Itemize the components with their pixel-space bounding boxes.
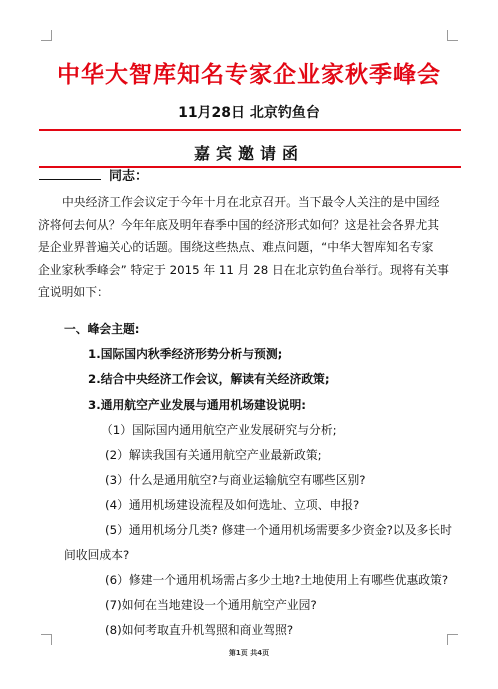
document-title: 中华大智库知名专家企业家秋季峰会 [57,61,441,88]
intro-line: 宜说明如下： [38,285,109,300]
subitem-6: (6）修建一个通用机场需占多少土地?土地使用上有哪些优惠政策? [105,573,449,587]
page-corner-mark-bottom-right [447,634,458,645]
intro-line: 济将何去何从？今年年底及明年春季中国的经济形式如何？这是社会各界尤其 [38,217,440,232]
section-heading: 一、峰会主题: [64,322,140,336]
date-location: 11月28日 北京钓鱼台 [178,105,320,121]
page-corner-mark-top-left [41,30,52,41]
subitem-5-continued: 间收回成本? [64,548,130,562]
red-divider-top [39,129,461,131]
salutation [39,167,148,185]
subitem-8: (8)如何考取直升机驾照和商业驾照? [105,623,294,637]
subitem-5: (5）通用机场分几类? 修建一个通用机场需要多少资金?以及多长时 [105,523,452,537]
subitem-1: （1）国际国内通用航空产业发展研究与分析; [101,423,337,437]
page-corner-mark-bottom-left [41,634,52,645]
intro-line: 是企业界普遍关心的话题。围绕这些热点、难点问题，“中华大智库知名专家 [38,240,434,255]
invitation-heading: 嘉宾邀请函 [193,144,304,163]
subitem-4: (4）通用机场建设流程及如何选址、立项、申报? [105,498,360,512]
intro-paragraph [38,191,467,304]
intro-line: 中央经济工作会议定于今年十月在北京召开。当下最令人关注的是中国经 [62,195,440,209]
subitem-2: (2）解读我国有关通用航空产业最新政策; [105,448,322,462]
subitem-3: (3）什么是通用航空?与商业运输航空有哪些区别? [105,473,366,487]
theme-item-2: 2.结合中央经济工作会议，解读有关经济政策; [88,372,330,386]
theme-item-1: 1.国际国内秋季经济形势分析与预测; [88,347,283,361]
theme-item-3: 3.通用航空产业发展与通用机场建设说明: [88,398,306,412]
name-blank [39,167,101,180]
page-number-footer: 第1页 共4页 [228,649,270,657]
page-corner-mark-top-right [447,30,458,41]
intro-line: 企业家秋季峰会” 特定于 2015 年 11 月 28 日在北京钓鱼台举行。现将有关事 [38,262,449,277]
salutation-text: 同志： [109,169,149,184]
subitem-7: (7)如何在当地建设一个通用航空产业园? [105,598,317,612]
